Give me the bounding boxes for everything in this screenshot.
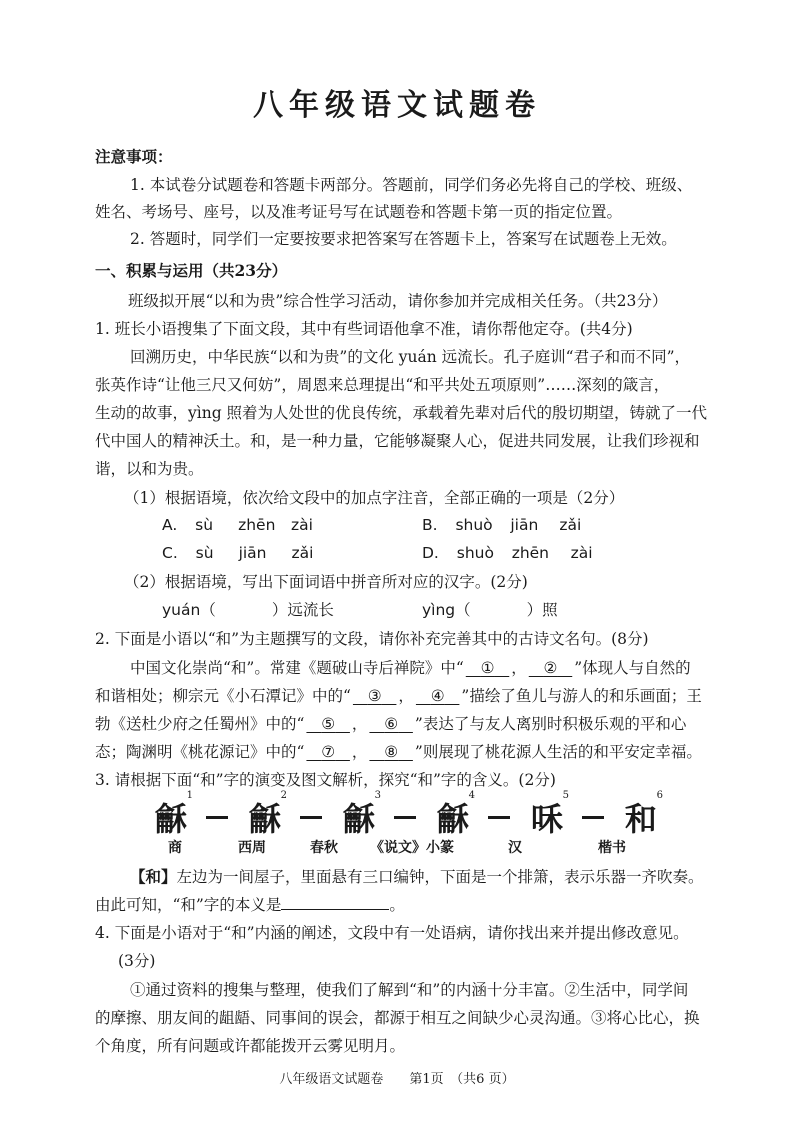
q4-passage-line: 的摩擦、朋友间的龃龉、同事间的误会，都源于相互之间缺少心灵沟通。③将心比心，换 <box>95 1009 700 1027</box>
answer-blank[interactable] <box>527 657 574 679</box>
page-footer: 八年级语文试题卷 第1页 （共6 页） <box>279 1072 515 1087</box>
era-label: 楷书 <box>598 840 626 856</box>
q4-passage-line: 个角度，所有问题或许都能拨开云雾见明月。 <box>95 1037 406 1055</box>
q1-passage-line: 回溯历史，中华民族“以和为贵”的文化 yuán 远流长。孔子庭训“君子和而不同”， <box>130 348 691 366</box>
blank-number: ④ <box>430 687 445 705</box>
answer-blank[interactable] <box>414 685 461 707</box>
notice-item-1-cont: 姓名、考场号、座号，以及准考证号写在试题卷和答题卡第一页的指定位置。 <box>95 203 623 221</box>
text: ”则展现了桃花源人生活的和平安定幸福。 <box>414 743 702 761</box>
answer-blank[interactable] <box>304 713 351 735</box>
option-pinyin: jiān <box>238 544 267 562</box>
conclusion-end: 。 <box>389 896 405 914</box>
answer-blank[interactable] <box>464 657 511 679</box>
text: ”描绘了鱼儿与游人的和乐画面；王 <box>461 687 702 705</box>
option-label: C. <box>162 544 178 562</box>
conclusion-text: 由此可知，“和”字的本义是 <box>95 896 282 914</box>
glyph-char: 龢 <box>342 800 373 838</box>
pinyin: yuán（ <box>162 601 216 619</box>
glyph-number: 4 <box>468 790 475 801</box>
answer-blank[interactable] <box>281 895 389 910</box>
notice-item-1: 1. 本试卷分试题卷和答题卡两部分。答题前，同学们务必先将自己的学校、班级、 <box>130 176 693 194</box>
option-pinyin: shuò <box>455 516 493 534</box>
question-2-stem: 2. 下面是小语以“和”为主题撰写的文段，请你补充完善其中的古诗文名句。(8分) <box>95 630 649 648</box>
era-label: 汉 <box>508 840 522 856</box>
option-pinyin: shuò <box>456 544 494 562</box>
era-label: 商 <box>168 840 182 856</box>
option-pinyin: zǎi <box>291 544 314 562</box>
option-pinyin: jiān <box>510 516 539 534</box>
q1-passage-line: 生动的故事，yìng 照着为人处世的优良传统，承载着先辈对后代的殷切期望，铸就了一代 <box>95 404 708 422</box>
text: ， <box>351 743 368 761</box>
text: ”表达了与友人离别时积极乐观的平和心 <box>414 715 687 733</box>
blank-number: ② <box>543 659 558 677</box>
evolution-arrow <box>300 816 322 819</box>
q3-analysis <box>130 866 704 888</box>
glyph-number: 5 <box>562 790 569 801</box>
blank-number: ① <box>480 659 495 677</box>
option-pinyin: zhēn <box>238 516 276 534</box>
character-evolution-figure <box>155 790 663 838</box>
glyph-char: 龢 <box>436 800 467 838</box>
option-pinyin: zǎi <box>559 516 582 534</box>
blank-number: ⑥ <box>384 715 399 733</box>
blank-number: ⑦ <box>321 743 336 761</box>
pinyin: yìng（ <box>422 601 471 619</box>
text: ， <box>511 659 527 677</box>
q1-passage-line: 张英作诗“让他三尺又何妨”，周恩来总理提出“和平共处五项原则”……深刻的箴言， <box>95 376 670 394</box>
glyph-shang <box>155 790 194 840</box>
glyph-char: 和 <box>624 800 655 838</box>
glyph-seal-script <box>436 790 475 840</box>
evolution-arrow <box>488 816 510 819</box>
q1-sub1-stem: （1）根据语境，依次给文段中的加点字注音，全部正确的一项是（2分） <box>124 489 625 507</box>
q2-line <box>95 741 702 763</box>
analysis-tag: 【和】 <box>130 867 177 886</box>
q1-sub2-word-2 <box>422 599 558 621</box>
option-a[interactable] <box>162 514 313 536</box>
glyph-spring-autumn <box>342 790 381 840</box>
q1-sub2-stem: （2）根据语境，写出下面词语中拼音所对应的汉字。(2分) <box>124 573 528 591</box>
section-intro: 班级拟开展“以和为贵”综合性学习活动，请你参加并完成相关任务。（共23分） <box>128 292 668 310</box>
era-label: 春秋 <box>310 840 338 856</box>
option-pinyin: zài <box>570 544 593 562</box>
answer-blank[interactable] <box>367 713 414 735</box>
notice-item-2: 2. 答题时，同学们一定要按要求把答案写在答题卡上，答案写在试题卷上无效。 <box>130 230 677 248</box>
answer-blank[interactable] <box>304 741 351 763</box>
evolution-arrow <box>582 816 604 819</box>
question-4-score: (3分) <box>118 952 156 970</box>
option-c[interactable] <box>162 542 313 564</box>
text: ， <box>398 687 414 705</box>
q1-passage-line: 谐，以和为贵。 <box>95 460 204 478</box>
option-pinyin: sù <box>195 516 214 534</box>
q2-line <box>95 685 702 707</box>
glyph-char: 龢 <box>248 800 279 838</box>
option-b[interactable] <box>422 514 581 536</box>
q2-line <box>130 657 691 679</box>
blank-number: ③ <box>367 687 382 705</box>
question-3-stem: 3. 请根据下面“和”字的演变及图文解析，探究“和”字的含义。(2分) <box>95 771 556 789</box>
text: 态；陶渊明《桃花源记》中的“ <box>95 743 305 761</box>
glyph-number: 3 <box>374 790 381 801</box>
word-rest: ）照 <box>526 601 558 619</box>
text: ”体现人与自然的 <box>574 659 691 677</box>
glyph-char: 咊 <box>530 800 561 838</box>
q1-sub2-word-1 <box>162 599 334 621</box>
word-rest: ）远流长 <box>271 601 334 619</box>
text: ， <box>351 715 368 733</box>
answer-blank[interactable] <box>351 685 398 707</box>
option-label: A. <box>162 516 178 534</box>
question-4-stem: 4. 下面是小语对于“和”内涵的阐述，文段中有一处语病，请你找出来并提出修改意见。 <box>95 924 689 942</box>
era-label: 西周 <box>238 840 266 856</box>
glyph-char: 龢 <box>155 800 186 838</box>
q3-conclusion <box>95 894 405 916</box>
option-pinyin: zhēn <box>511 544 550 562</box>
evolution-arrow <box>394 816 416 819</box>
blank-number: ⑧ <box>384 743 399 761</box>
glyph-number: 1 <box>186 790 194 801</box>
q2-line <box>95 713 686 735</box>
option-pinyin: sù <box>195 544 214 562</box>
glyph-western-zhou <box>248 790 287 840</box>
glyph-number: 2 <box>280 790 287 801</box>
section-heading: 一、积累与运用（共23分） <box>95 261 288 280</box>
page-title: 八年级语文试题卷 <box>253 88 541 123</box>
question-1-stem: 1. 班长小语搜集了下面文段，其中有些词语他拿不准，请你帮他定夺。(共4分) <box>95 320 633 338</box>
text: 和谐相处；柳宗元《小石潭记》中的“ <box>95 687 351 705</box>
notice-heading: 注意事项： <box>95 147 173 166</box>
analysis-text: 左边为一间屋子，里面悬有三口编钟，下面是一个排箫，表示乐器一齐吹奏。 <box>176 868 704 886</box>
option-label: D. <box>422 544 439 562</box>
text: 中国文化崇尚“和”。常建《题破山寺后禅院》中“ <box>130 659 464 677</box>
answer-blank[interactable] <box>367 741 414 763</box>
evolution-arrow <box>206 816 228 819</box>
era-label: 《说文》小篆 <box>370 840 454 856</box>
blank-number: ⑤ <box>321 715 336 733</box>
text: 勃《送杜少府之任蜀州》中的“ <box>95 715 305 733</box>
q1-passage-line: 代中国人的精神沃土。和，是一种力量，它能够凝聚人心，促进共同发展，让我们珍视和 <box>95 432 700 450</box>
option-pinyin: zài <box>291 516 313 534</box>
glyph-regular-script <box>624 790 663 840</box>
glyph-han <box>530 790 569 840</box>
option-d[interactable] <box>422 542 593 564</box>
q4-passage-line: ①通过资料的搜集与整理，使我们了解到“和”的内涵十分丰富。②生活中，同学间 <box>130 981 689 999</box>
glyph-number: 6 <box>656 790 663 801</box>
option-label: B. <box>422 516 438 534</box>
